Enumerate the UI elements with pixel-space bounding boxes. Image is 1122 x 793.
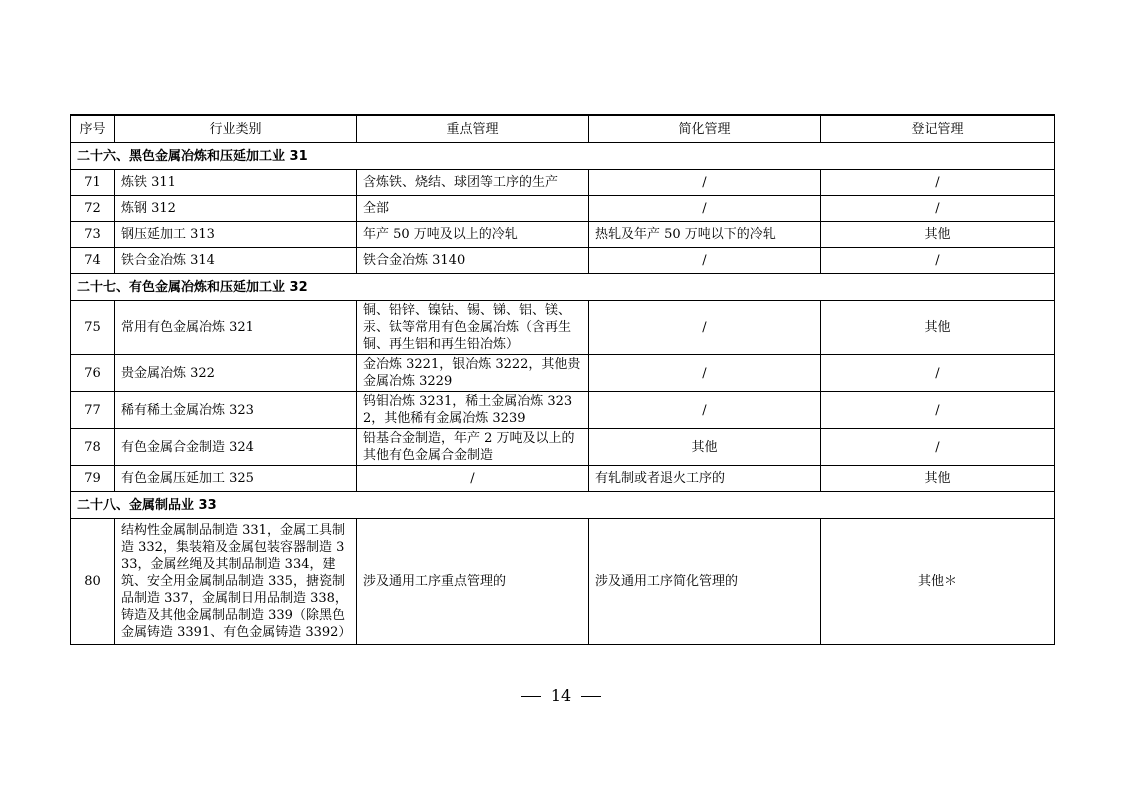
table-row [71, 248, 1055, 274]
row-key-management: 铁合金冶炼 3140 [357, 248, 589, 274]
section-heading-row [71, 143, 1055, 170]
row-industry-category: 结构性金属制品制造 331，金属工具制造 332，集装箱及金属包装容器制造 333，金属丝绳及其制品制造 334，建筑、安全用金属制品制造 335，搪瓷制品制造 337，金属制日用品制造 338，铸造及其他金属制品制造 339（除黑色金属铸造 3391、有色金属铸造 3392） [115, 519, 357, 645]
right-dash [581, 696, 601, 697]
row-registration-management: 其他＊ [821, 519, 1055, 645]
row-key-management: 铜、铅锌、镍钴、锡、锑、铝、镁、汞、钛等常用有色金属冶炼（含再生铜、再生铝和再生铅冶炼） [357, 301, 589, 355]
row-simplified-management: / [589, 196, 821, 222]
header-key-management: 重点管理 [357, 115, 589, 143]
row-registration-management: / [821, 170, 1055, 196]
row-key-management: / [357, 466, 589, 492]
row-key-management: 涉及通用工序重点管理的 [357, 519, 589, 645]
page-number: 14 [550, 686, 572, 705]
row-industry-category: 钢压延加工 313 [115, 222, 357, 248]
section-title: 二十六、黑色金属冶炼和压延加工业 31 [71, 143, 1055, 170]
section-heading-row [71, 492, 1055, 519]
industry-management-table [70, 114, 1055, 645]
row-simplified-management: / [589, 170, 821, 196]
page-number-footer [0, 686, 1122, 705]
row-industry-category: 稀有稀土金属冶炼 323 [115, 392, 357, 429]
table-header-row [71, 115, 1055, 143]
row-simplified-management: 有轧制或者退火工序的 [589, 466, 821, 492]
row-simplified-management: / [589, 355, 821, 392]
table-row [71, 392, 1055, 429]
row-serial-number: 79 [71, 466, 115, 492]
row-registration-management: / [821, 355, 1055, 392]
row-simplified-management: / [589, 392, 821, 429]
row-key-management: 钨钼冶炼 3231，稀土金属冶炼 3232，其他稀有金属冶炼 3239 [357, 392, 589, 429]
row-key-management: 金冶炼 3221，银冶炼 3222，其他贵金属冶炼 3229 [357, 355, 589, 392]
header-registration-management: 登记管理 [821, 115, 1055, 143]
table-row [71, 466, 1055, 492]
section-title: 二十八、金属制品业 33 [71, 492, 1055, 519]
section-heading-row [71, 274, 1055, 301]
header-industry-category: 行业类别 [115, 115, 357, 143]
row-simplified-management: 热轧及年产 50 万吨以下的冷轧 [589, 222, 821, 248]
table-row [71, 222, 1055, 248]
header-simplified-management: 简化管理 [589, 115, 821, 143]
row-industry-category: 贵金属冶炼 322 [115, 355, 357, 392]
row-industry-category: 炼钢 312 [115, 196, 357, 222]
row-simplified-management: 涉及通用工序简化管理的 [589, 519, 821, 645]
row-registration-management: 其他 [821, 466, 1055, 492]
row-serial-number: 80 [71, 519, 115, 645]
row-industry-category: 有色金属压延加工 325 [115, 466, 357, 492]
row-serial-number: 71 [71, 170, 115, 196]
row-industry-category: 铁合金冶炼 314 [115, 248, 357, 274]
row-registration-management: / [821, 248, 1055, 274]
row-industry-category: 常用有色金属冶炼 321 [115, 301, 357, 355]
row-registration-management: / [821, 196, 1055, 222]
row-serial-number: 78 [71, 429, 115, 466]
row-industry-category: 炼铁 311 [115, 170, 357, 196]
row-simplified-management: / [589, 248, 821, 274]
left-dash [521, 696, 541, 697]
table-row [71, 196, 1055, 222]
row-serial-number: 76 [71, 355, 115, 392]
row-serial-number: 73 [71, 222, 115, 248]
row-key-management: 年产 50 万吨及以上的冷轧 [357, 222, 589, 248]
section-title: 二十七、有色金属冶炼和压延加工业 32 [71, 274, 1055, 301]
row-registration-management: 其他 [821, 222, 1055, 248]
table-row [71, 301, 1055, 355]
row-serial-number: 74 [71, 248, 115, 274]
row-registration-management: 其他 [821, 301, 1055, 355]
row-simplified-management: 其他 [589, 429, 821, 466]
row-serial-number: 72 [71, 196, 115, 222]
table-row [71, 355, 1055, 392]
row-key-management: 全部 [357, 196, 589, 222]
table-row [71, 429, 1055, 466]
row-simplified-management: / [589, 301, 821, 355]
row-key-management: 铅基合金制造，年产 2 万吨及以上的其他有色金属合金制造 [357, 429, 589, 466]
table-row [71, 170, 1055, 196]
row-registration-management: / [821, 392, 1055, 429]
row-serial-number: 77 [71, 392, 115, 429]
table-row [71, 519, 1055, 645]
header-serial-number: 序号 [71, 115, 115, 143]
row-industry-category: 有色金属合金制造 324 [115, 429, 357, 466]
row-registration-management: / [821, 429, 1055, 466]
row-serial-number: 75 [71, 301, 115, 355]
row-key-management: 含炼铁、烧结、球团等工序的生产 [357, 170, 589, 196]
